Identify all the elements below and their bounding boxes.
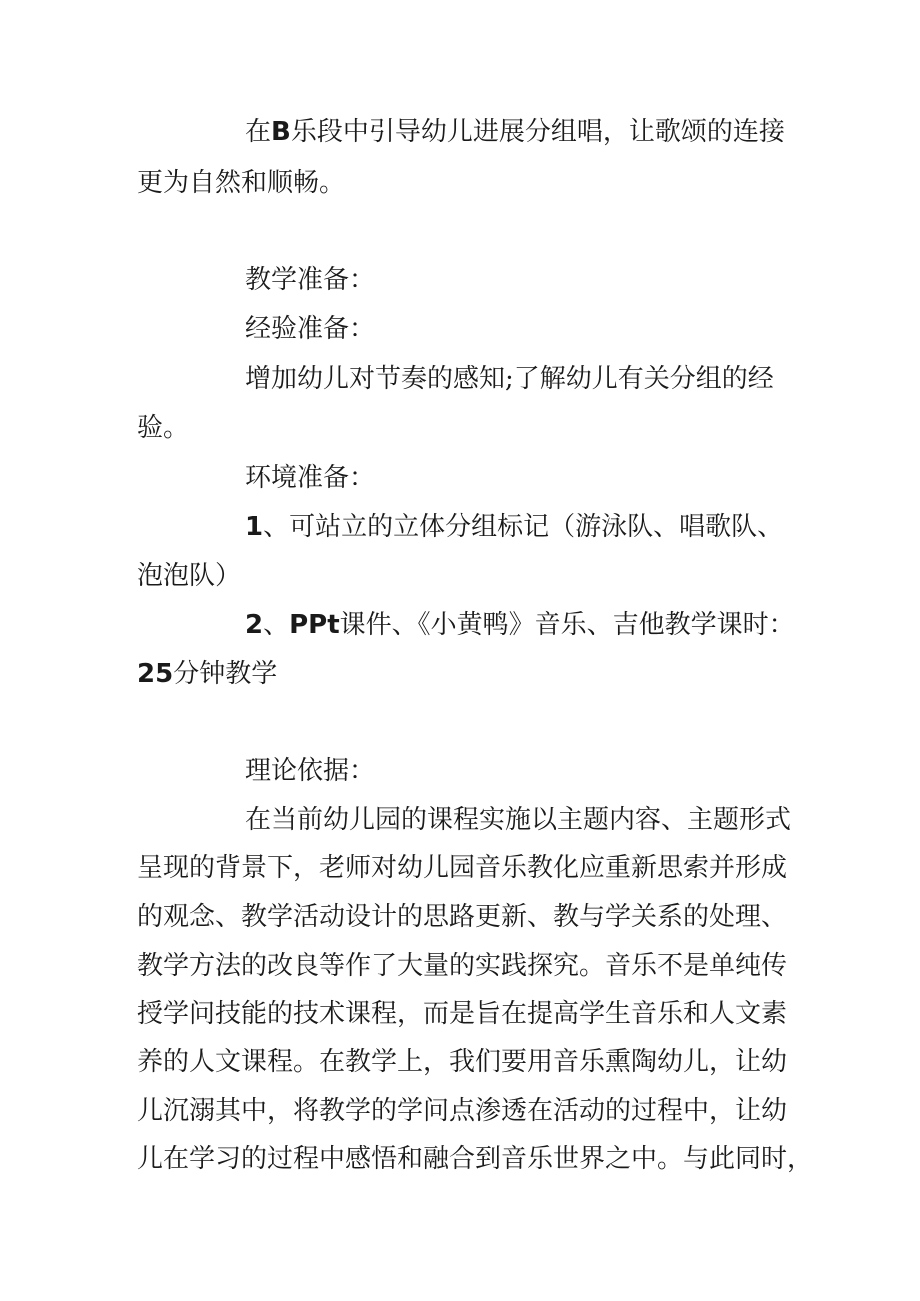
line-text: 课件、《小黄鸭》音乐、吉他教学课时： xyxy=(339,610,795,640)
section-heading xyxy=(245,314,375,344)
duration-number: 25 xyxy=(137,659,174,689)
line-text: 儿沉溺其中，将教学的学问点渗透在活动的过程中，让幼 xyxy=(137,1096,788,1126)
text-line xyxy=(245,805,791,835)
line-text: 乐段中引导幼儿进展分组唱，让歌颂的连接 xyxy=(290,117,785,147)
text-line xyxy=(137,853,787,883)
text-line xyxy=(245,364,774,394)
text-line xyxy=(245,117,785,147)
text-line xyxy=(137,1096,787,1126)
text-line xyxy=(137,951,787,981)
line-text: 增加幼儿对节奏的感知;了解幼儿有关分组的经 xyxy=(245,364,774,394)
section-heading xyxy=(245,463,375,493)
line-text: 在 xyxy=(245,117,272,147)
text-line xyxy=(137,561,241,591)
list-item xyxy=(245,610,795,640)
heading-text: 经验准备： xyxy=(245,314,376,344)
list-number: 2 xyxy=(245,610,264,640)
line-text: 的观念、教学活动设计的思路更新、教与学关系的处理、 xyxy=(137,902,788,932)
line-text: 、 xyxy=(263,610,290,640)
line-text: 分钟教学 xyxy=(173,659,278,689)
list-number: 1 xyxy=(245,512,264,542)
text-line xyxy=(137,413,189,443)
line-text: 在当前幼儿园的课程实施以主题内容、主题形式 xyxy=(245,805,792,835)
heading-text: 环境准备： xyxy=(245,463,376,493)
line-text: 泡泡队） xyxy=(137,561,242,591)
line-text: 呈现的背景下，老师对幼儿园音乐教化应重新思索并形成 xyxy=(137,853,788,883)
text-line xyxy=(137,902,787,932)
heading-text: 教学准备： xyxy=(245,265,376,295)
line-text: 教学方法的改良等作了大量的实践探究。音乐不是单纯传 xyxy=(137,951,788,981)
line-text: 养的人文课程。在教学上，我们要用音乐熏陶幼儿，让幼 xyxy=(137,1047,788,1077)
line-text: 更为自然和顺畅。 xyxy=(137,168,346,198)
line-text: 验。 xyxy=(137,413,190,443)
list-item xyxy=(245,512,783,542)
line-text: 授学问技能的技术课程，而是旨在提高学生音乐和人文素 xyxy=(137,999,788,1029)
text-line xyxy=(137,999,787,1029)
line-text: 儿在学习的过程中感悟和融合到音乐世界之中。与此同时， xyxy=(137,1144,814,1174)
text-line xyxy=(137,1047,787,1077)
heading-text: 理论依据： xyxy=(245,756,376,786)
bold-letter: B xyxy=(271,117,291,147)
section-heading xyxy=(245,265,375,295)
bold-word: PPt xyxy=(289,610,340,640)
line-text: 、可站立的立体分组标记（游泳队、唱歌队、 xyxy=(263,512,784,542)
section-heading xyxy=(245,756,375,786)
text-line xyxy=(137,168,345,198)
text-line xyxy=(137,1144,813,1174)
text-line xyxy=(137,659,277,689)
